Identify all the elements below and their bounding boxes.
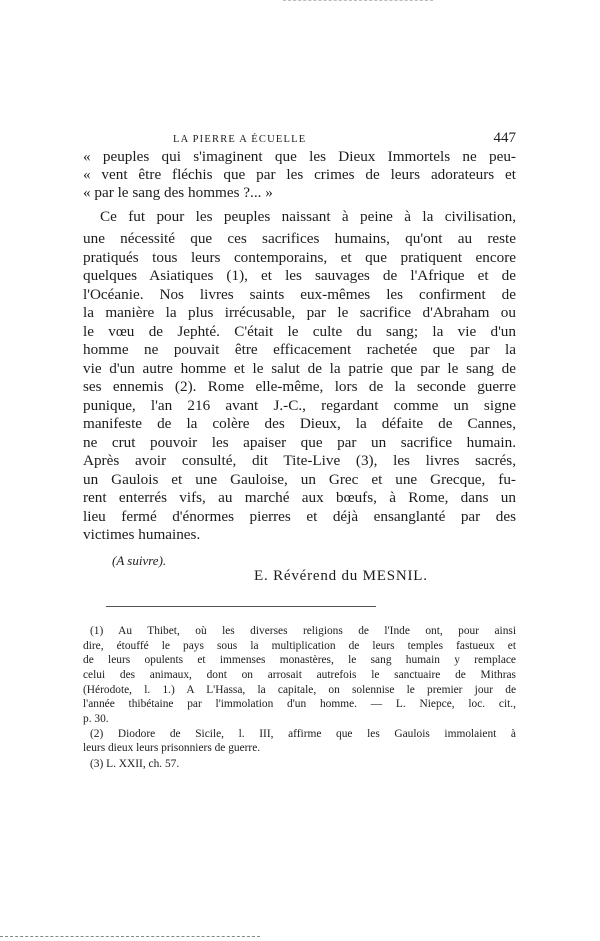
scan-artifact-top [283,0,433,1]
body-line: l'Océanie. Nos livres saints eux-mêmes les confirment de [83,286,516,303]
body-line: Ce fut pour les peuples naissant à peine à la civilisation, [100,208,516,225]
body-line: pratiqués tous leurs contemporains, et que pratiquent encore [83,249,516,266]
footnote-line: p. 30. [83,713,109,725]
body-line: ses ennemis (2). Rome elle-même, lors de la seconde guerre [83,378,516,395]
body-line: rent enterrés vifs, au marché aux bœufs, à Rome, dans un [83,489,516,506]
body-line: vie d'un autre homme et le salut de la patrie que par le sang de [83,360,516,377]
body-line: Après avoir consulté, dit Tite-Live (3), les livres sacrés, [83,452,516,469]
body-line: quelques Asiatiques (1), et les sauvages de l'Afrique et de [83,267,516,284]
body-line: punique, l'an 216 avant J.-C., regardant comme un signe [83,397,516,414]
footnote-line: leurs dieux leurs prisonniers de guerre. [83,742,261,754]
body-line: « vent être fléchis que par les crimes de leurs adorateurs et [83,166,516,183]
footnote-line: celui des animaux, dont on arrosait autrefois le sanctuaire de Mithras [83,669,516,681]
footnote-line: l'année thibétaine par l'immolation d'un homme. — L. Niepce, loc. cit., [83,698,516,710]
body-line: homme ne pouvait être efficacement rachetée que par la [83,341,516,358]
body-line: lieu fermé d'énormes pierres et déjà ensanglanté par des [83,508,516,525]
author-signature: E. Révérend du MESNIL. [254,568,428,584]
footnote-line: de leurs opulents et immenses monastères, le sang humain y remplace [83,654,516,666]
a-suivre-note: (A suivre). [112,553,167,568]
body-line: ne crut pouvoir les apaiser que par un sacrifice humain. [83,434,516,451]
scan-artifact-bottom [0,936,260,937]
body-line: manifeste de la colère des Dieux, la défaite de Cannes, [83,415,516,432]
footnote-line: (1) Au Thibet, où les diverses religions de l'Inde ont, pour ainsi [90,625,516,637]
footnote-divider [106,606,376,607]
body-line: « peuples qui s'imaginent que les Dieux Immortels ne peu- [83,148,516,165]
footnote-line: (Hérodote, l. 1.) A L'Hassa, la capitale, on solennise le premier jour de [83,684,516,696]
running-title: LA PIERRE A ÉCUELLE [173,134,307,145]
footnote-line: dire, étouffé le pays sous la multiplication de leurs temples fastueux et [83,640,516,652]
body-line: une nécessité que ces sacrifices humains, qu'ont au reste [83,230,516,247]
footnote-line: (2) Diodore de Sicile, l. III, affirme que les Gaulois immolaient à [90,728,516,740]
body-line: la manière la plus irrécusable, par le sacrifice d'Abraham ou [83,304,516,321]
body-line: un Gaulois et une Gauloise, un Grec et une Grecque, fu- [83,471,516,488]
body-line: « par le sang des hommes ?... » [83,184,273,201]
footnote-line: (3) L. XXII, ch. 57. [90,758,180,770]
body-line: le vœu de Jephté. C'était le culte du sang; la vie d'un [83,323,516,340]
page-number: 447 [493,130,516,146]
body-line: victimes humaines. [83,526,201,543]
